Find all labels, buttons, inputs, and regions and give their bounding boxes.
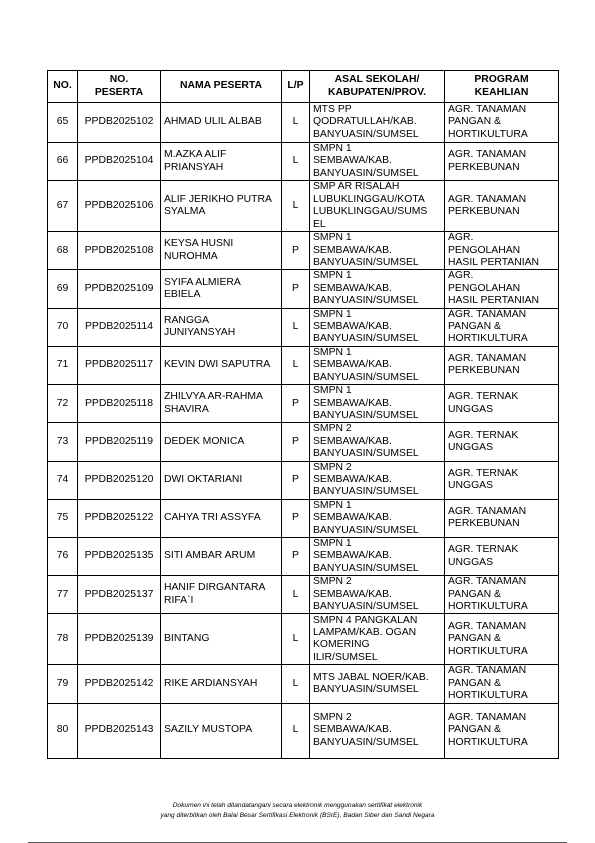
cell-origin-school: SMPN 2 SEMBAWA/KAB. BANYUASIN/SUMSEL <box>310 703 445 758</box>
cell-participant-number: PPDB2025143 <box>78 703 161 758</box>
cell-gender: P <box>282 423 310 461</box>
cell-participant-name: BINTANG <box>161 614 282 665</box>
cell-participant-name: SAZILY MUSTOPA <box>161 703 282 758</box>
cell-gender: P <box>282 537 310 575</box>
cell-origin-school: SMPN 1 SEMBAWA/KAB. BANYUASIN/SUMSEL <box>310 232 445 270</box>
cell-origin-school: SMPN 1 SEMBAWA/KAB. BANYUASIN/SUMSEL <box>310 270 445 308</box>
cell-program: AGR. TANAMAN PERKEBUNAN <box>445 143 559 181</box>
cell-program: AGR. TANAMAN PANGAN & HORTIKULTURA <box>445 308 559 346</box>
cell-program: AGR. TANAMAN PANGAN & HORTIKULTURA <box>445 576 559 614</box>
cell-participant-name: KEVIN DWI SAPUTRA <box>161 346 282 384</box>
cell-program: AGR. TANAMAN PERKEBUNAN <box>445 181 559 232</box>
cell-program: AGR. TANAMAN PERKEBUNAN <box>445 499 559 537</box>
cell-participant-name: CAHYA TRI ASSYFA <box>161 499 282 537</box>
cell-participant-number: PPDB2025119 <box>78 423 161 461</box>
cell-gender: L <box>282 346 310 384</box>
cell-participant-number: PPDB2025137 <box>78 576 161 614</box>
table-header-row <box>48 71 559 103</box>
cell-no: 69 <box>48 270 78 308</box>
cell-program: AGR. TERNAK UNGGAS <box>445 385 559 423</box>
cell-participant-name: M.AZKA ALIF PRIANSYAH <box>161 143 282 181</box>
cell-participant-name: RIKE ARDIANSYAH <box>161 665 282 703</box>
cell-origin-school: SMPN 2 SEMBAWA/KAB. BANYUASIN/SUMSEL <box>310 461 445 499</box>
table-row <box>48 181 559 232</box>
cell-gender: L <box>282 703 310 758</box>
header-no: NO. <box>48 71 78 103</box>
cell-gender: P <box>282 499 310 537</box>
cell-no: 79 <box>48 665 78 703</box>
cell-origin-school: MTS JABAL NOER/KAB. BANYUASIN/SUMSEL <box>310 665 445 703</box>
cell-participant-name: AHMAD ULIL ALBAB <box>161 103 282 143</box>
cell-program: AGR. TANAMAN PANGAN & HORTIKULTURA <box>445 703 559 758</box>
cell-participant-number: PPDB2025120 <box>78 461 161 499</box>
footer-line-1: Dokumen ini telah ditandatangani secara elektronik menggunakan sertifikat elektronik <box>172 802 423 809</box>
table-row <box>48 614 559 665</box>
header-participant-name: NAMA PESERTA <box>161 71 282 103</box>
cell-no: 66 <box>48 143 78 181</box>
table-row <box>48 703 559 758</box>
cell-participant-number: PPDB2025142 <box>78 665 161 703</box>
participant-table <box>47 70 559 759</box>
cell-participant-number: PPDB2025117 <box>78 346 161 384</box>
cell-origin-school: SMP AR RISALAH LUBUKLINGGAU/KOTA LUBUKLINGGAU/SUMS EL <box>310 181 445 232</box>
table-row <box>48 499 559 537</box>
cell-gender: L <box>282 576 310 614</box>
cell-program: AGR. TANAMAN PERKEBUNAN <box>445 346 559 384</box>
cell-participant-number: PPDB2025104 <box>78 143 161 181</box>
cell-participant-number: PPDB2025139 <box>78 614 161 665</box>
cell-program: AGR. TANAMAN PANGAN & HORTIKULTURA <box>445 103 559 143</box>
cell-participant-name: DEDEK MONICA <box>161 423 282 461</box>
cell-origin-school: SMPN 2 SEMBAWA/KAB. BANYUASIN/SUMSEL <box>310 423 445 461</box>
table-row <box>48 537 559 575</box>
table-row <box>48 143 559 181</box>
cell-participant-number: PPDB2025122 <box>78 499 161 537</box>
cell-participant-number: PPDB2025114 <box>78 308 161 346</box>
cell-gender: L <box>282 308 310 346</box>
cell-no: 70 <box>48 308 78 346</box>
cell-participant-name: ZHILVYA AR-RAHMA SHAVIRA <box>161 385 282 423</box>
footer-line-2: yang diterbitkan oleh Balai Besar Sertifikasi Elektronik (BSrE), Badan Siber dan Sandi Negara <box>160 812 435 819</box>
cell-participant-name: DWI OKTARIANI <box>161 461 282 499</box>
cell-gender: P <box>282 232 310 270</box>
cell-participant-number: PPDB2025102 <box>78 103 161 143</box>
cell-origin-school: SMPN 4 PANGKALAN LAMPAM/KAB. OGAN KOMERING ILIR/SUMSEL <box>310 614 445 665</box>
cell-program: AGR. TERNAK UNGGAS <box>445 461 559 499</box>
cell-participant-number: PPDB2025108 <box>78 232 161 270</box>
cell-gender: L <box>282 143 310 181</box>
cell-participant-number: PPDB2025109 <box>78 270 161 308</box>
cell-origin-school: SMPN 1 SEMBAWA/KAB. BANYUASIN/SUMSEL <box>310 346 445 384</box>
cell-origin-school: MTS PP QODRATULLAH/KAB. BANYUASIN/SUMSEL <box>310 103 445 143</box>
table-row <box>48 385 559 423</box>
table-row <box>48 270 559 308</box>
cell-no: 65 <box>48 103 78 143</box>
table-row <box>48 346 559 384</box>
cell-origin-school: SMPN 1 SEMBAWA/KAB. BANYUASIN/SUMSEL <box>310 143 445 181</box>
cell-program: AGR. TERNAK UNGGAS <box>445 423 559 461</box>
cell-no: 73 <box>48 423 78 461</box>
cell-no: 75 <box>48 499 78 537</box>
cell-gender: L <box>282 181 310 232</box>
cell-no: 78 <box>48 614 78 665</box>
table-row <box>48 665 559 703</box>
table-row <box>48 232 559 270</box>
cell-origin-school: SMPN 1 SEMBAWA/KAB. BANYUASIN/SUMSEL <box>310 308 445 346</box>
cell-no: 72 <box>48 385 78 423</box>
cell-participant-name: SITI AMBAR ARUM <box>161 537 282 575</box>
cell-origin-school: SMPN 1 SEMBAWA/KAB. BANYUASIN/SUMSEL <box>310 499 445 537</box>
cell-gender: P <box>282 385 310 423</box>
header-gender: L/P <box>282 71 310 103</box>
cell-no: 71 <box>48 346 78 384</box>
table-row <box>48 103 559 143</box>
header-participant-number: NO. PESERTA <box>78 71 161 103</box>
header-program: PROGRAM KEAHLIAN <box>445 71 559 103</box>
cell-participant-name: ALIF JERIKHO PUTRA SYALMA <box>161 181 282 232</box>
cell-no: 68 <box>48 232 78 270</box>
header-origin-school: ASAL SEKOLAH/ KABUPATEN/PROV. <box>310 71 445 103</box>
cell-gender: L <box>282 665 310 703</box>
cell-no: 76 <box>48 537 78 575</box>
cell-origin-school: SMPN 1 SEMBAWA/KAB. BANYUASIN/SUMSEL <box>310 385 445 423</box>
table-row <box>48 308 559 346</box>
cell-origin-school: SMPN 2 SEMBAWA/KAB. BANYUASIN/SUMSEL <box>310 576 445 614</box>
cell-participant-number: PPDB2025106 <box>78 181 161 232</box>
cell-no: 77 <box>48 576 78 614</box>
cell-program: AGR. TANAMAN PANGAN & HORTIKULTURA <box>445 614 559 665</box>
cell-participant-name: SYIFA ALMIERA EBIELA <box>161 270 282 308</box>
cell-participant-name: RANGGA JUNIYANSYAH <box>161 308 282 346</box>
signature-footer <box>0 801 595 821</box>
table-row <box>48 461 559 499</box>
cell-program: AGR. TANAMAN PANGAN & HORTIKULTURA <box>445 665 559 703</box>
cell-participant-name: KEYSA HUSNI NUROHMA <box>161 232 282 270</box>
cell-gender: L <box>282 614 310 665</box>
table-row <box>48 576 559 614</box>
cell-gender: P <box>282 461 310 499</box>
cell-gender: L <box>282 103 310 143</box>
cell-program: AGR. PENGOLAHAN HASIL PERTANIAN <box>445 232 559 270</box>
table-row <box>48 423 559 461</box>
cell-participant-number: PPDB2025135 <box>78 537 161 575</box>
cell-no: 74 <box>48 461 78 499</box>
cell-no: 67 <box>48 181 78 232</box>
cell-gender: P <box>282 270 310 308</box>
cell-program: AGR. PENGOLAHAN HASIL PERTANIAN <box>445 270 559 308</box>
cell-participant-name: HANIF DIRGANTARA RIFA`I <box>161 576 282 614</box>
cell-program: AGR. TERNAK UNGGAS <box>445 537 559 575</box>
cell-origin-school: SMPN 1 SEMBAWA/KAB. BANYUASIN/SUMSEL <box>310 537 445 575</box>
cell-no: 80 <box>48 703 78 758</box>
cell-participant-number: PPDB2025118 <box>78 385 161 423</box>
